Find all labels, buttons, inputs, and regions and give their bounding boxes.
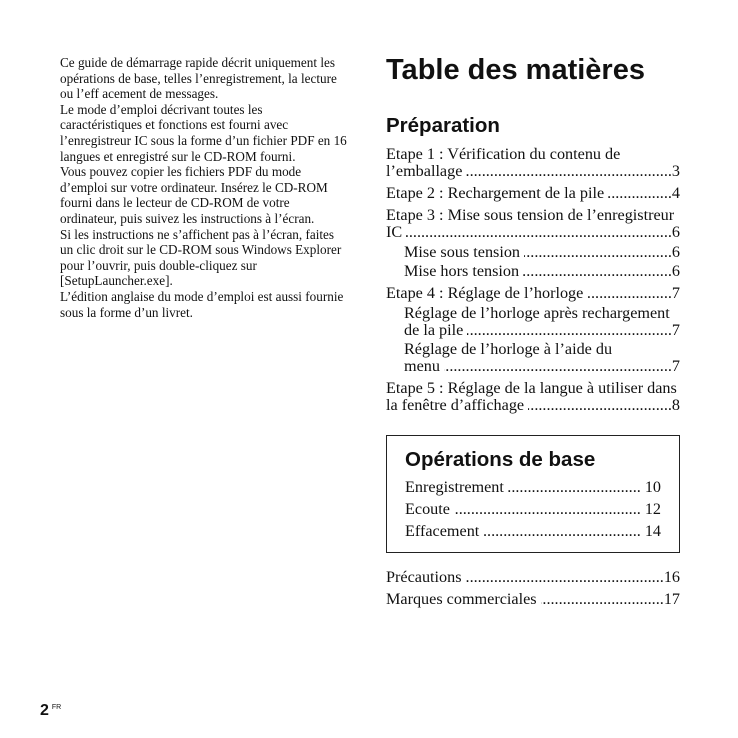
basic-operations-entries [405, 476, 661, 542]
toc-entry-line [386, 397, 680, 414]
toc-entry-text: Enregistrement [405, 478, 504, 496]
toc-entry-text: la fenêtre d’affichage [386, 396, 525, 414]
intro-line: fourni dans le lecteur de CD-ROM de votre [60, 195, 290, 211]
toc-entry-etape-4 [386, 285, 680, 375]
intro-line: Si les instructions ne s’affichent pas à l’écran, faites [60, 226, 335, 242]
toc-page-number: 7 [671, 284, 680, 302]
toc-subentry-mise-hors-tension [386, 263, 680, 280]
intro-line: ordinateur, puis suivez les instructions à l’écran. [60, 210, 315, 226]
toc-page-number: 8 [671, 396, 680, 414]
intro-line: Le mode d’emploi décrivant toutes les [60, 101, 263, 117]
preparation-entries [386, 146, 680, 414]
toc-page-number: 3 [671, 162, 680, 180]
toc-page-number: 17 [663, 590, 680, 608]
dot-leader [466, 163, 672, 180]
toc-subentry-reglage-menu [386, 341, 680, 375]
intro-paragraph [60, 289, 360, 320]
intro-line: l’enregistreur IC sous la forme d’un fichier PDF en 16 [60, 132, 347, 148]
toc-entry-text: Réglage de l’horloge à l’aide du [404, 340, 613, 358]
dot-leader [466, 566, 664, 588]
toc-entry-line [404, 358, 680, 375]
toc-entry-line [404, 322, 680, 339]
toc-entry-text: Etape 2 : Rechargement de la pile [386, 184, 605, 202]
toc-entry-text: Etape 5 : Réglage de la langue à utiliser dans [386, 379, 677, 397]
section-heading-basic-operations: Opérations de base [405, 448, 596, 471]
toc-page-number: 6 [671, 223, 680, 241]
language-code: FR [51, 704, 62, 711]
toc-page-number: 7 [671, 357, 680, 375]
toc-entry-line [386, 224, 680, 241]
toc-entry-text: IC [386, 223, 403, 241]
toc-entry-line [404, 263, 680, 280]
toc-entry-ecoute [405, 498, 661, 520]
toc-page-number: 12 [644, 500, 661, 518]
toc-entry-text: menu [404, 357, 440, 375]
toc-entry-line [404, 244, 680, 261]
toc-entry-enregistrement [405, 476, 661, 498]
intro-line: caractéristiques et fonctions est fourni avec [60, 117, 289, 133]
intro-paragraph [60, 227, 360, 289]
dot-leader [523, 263, 672, 280]
dot-leader [587, 285, 672, 302]
intro-line: langues et enregistré sur le CD-ROM fourni. [60, 148, 296, 164]
dot-leader [528, 397, 672, 414]
section-heading-preparation: Préparation [386, 114, 500, 137]
intro-paragraph [60, 55, 360, 102]
toc-entry-precautions [386, 566, 680, 588]
dot-leader [608, 185, 672, 202]
intro-line: Ce guide de démarrage rapide décrit uniquement les [60, 55, 335, 70]
intro-line: L’édition anglaise du mode d’emploi est aussi fournie [60, 288, 344, 304]
toc-entry-text: Etape 1 : Vérification du contenu de [386, 145, 621, 163]
toc-entry-line [386, 285, 680, 302]
page-number: 2 [40, 702, 49, 719]
dot-leader [524, 244, 672, 261]
toc-title: Table des matières [386, 54, 645, 86]
toc-entry-text: Mise hors tension [404, 262, 520, 280]
toc-entry-line [386, 185, 680, 202]
dot-leader [444, 358, 672, 375]
intro-line: [SetupLauncher.exe]. [60, 273, 173, 289]
toc-subentry-mise-sous-tension [386, 244, 680, 261]
toc-entry-etape-3 [386, 207, 680, 280]
toc-subentry-reglage-apres-rechargement [386, 305, 680, 339]
dot-leader [467, 322, 672, 339]
dot-leader [406, 224, 672, 241]
toc-page-number: 6 [671, 242, 680, 261]
toc-page-number: 7 [671, 320, 680, 339]
toc-entry-text: Mise sous tension [404, 242, 521, 261]
toc-page-number: 4 [671, 184, 680, 202]
toc-entry-marques-commerciales [386, 588, 680, 610]
intro-line: opérations de base, telles l’enregistrement, la lecture [60, 70, 337, 86]
toc-entry-etape-1 [386, 146, 680, 180]
toc-page-number: 10 [644, 478, 661, 496]
toc-entry-effacement [405, 520, 661, 542]
toc-entry-text: Ecoute [405, 500, 450, 518]
toc-page-number: 6 [671, 262, 680, 280]
toc-entry-text: Etape 4 : Réglage de l’horloge [386, 284, 584, 302]
toc-entry-text: Etape 3 : Mise sous tension de l’enregistreur [386, 206, 675, 224]
dot-leader [454, 498, 641, 520]
intro-line: Vous pouvez copier les fichiers PDF du mode [60, 164, 302, 180]
toc-entry-text: l’emballage [386, 162, 463, 180]
intro-paragraph [60, 102, 360, 164]
intro-text [60, 55, 360, 320]
dot-leader [483, 520, 641, 542]
intro-line: d’emploi sur votre ordinateur. Insérez le CD-ROM [60, 179, 328, 195]
intro-line: pour l’ouvrir, puis double-cliquez sur [60, 257, 257, 273]
toc-entry-text: de la pile [404, 320, 464, 339]
toc-entry-text: Effacement [405, 522, 480, 540]
toc-entry-etape-2 [386, 185, 680, 202]
appendix-entries [386, 566, 680, 610]
dot-leader [508, 476, 641, 498]
intro-line: ou l’eff acement de messages. [60, 86, 219, 102]
page-footer [40, 702, 61, 720]
intro-paragraph [60, 164, 360, 226]
toc-entry-text: Marques commerciales [386, 590, 537, 608]
toc-page-number: 14 [644, 522, 661, 540]
toc-entry-line [386, 163, 680, 180]
dot-leader [541, 588, 664, 610]
toc-page-number: 16 [663, 568, 680, 586]
toc-entry-text: Précautions [386, 568, 462, 586]
toc-entry-etape-5 [386, 380, 680, 414]
basic-operations-box [386, 435, 680, 553]
toc-entry-text: Réglage de l’horloge après rechargement [404, 303, 670, 322]
intro-line: un clic droit sur le CD-ROM sous Windows Explorer [60, 242, 342, 258]
intro-line: sous la forme d’un livret. [60, 304, 193, 320]
